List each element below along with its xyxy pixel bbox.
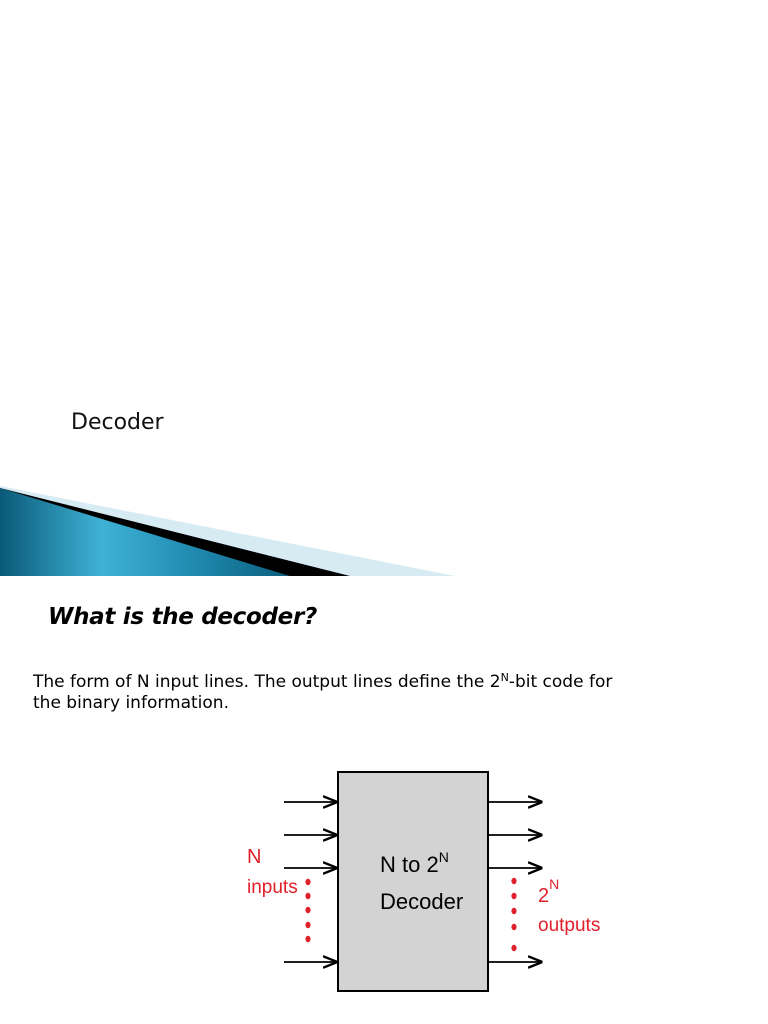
decoder-diagram [0, 576, 768, 1024]
output-ellipsis-dots [511, 878, 516, 951]
body-line-2: the binary information. [33, 693, 229, 713]
input-count-label: N [247, 846, 262, 868]
decoder-box-subtitle: Decoder [380, 889, 464, 914]
content-slide [0, 576, 768, 1024]
body-line-1-superscript: N [500, 671, 509, 684]
slide-title: Decoder [71, 410, 164, 435]
outputs-label: outputs [538, 915, 601, 936]
output-count-label: $2^N$ [538, 876, 560, 907]
slide-heading: What is the decoder? [48, 604, 318, 630]
decoder-box-title: N to $2^N$ [380, 849, 449, 877]
input-ellipsis-dots [305, 879, 310, 942]
inputs-label: inputs [247, 877, 298, 898]
body-line-1-end: -bit code for [508, 672, 613, 692]
body-line-1-start: The form of N input lines. The output lines define the 2 [33, 672, 501, 692]
decorative-swoosh [0, 480, 768, 576]
decoder-box [338, 772, 488, 991]
